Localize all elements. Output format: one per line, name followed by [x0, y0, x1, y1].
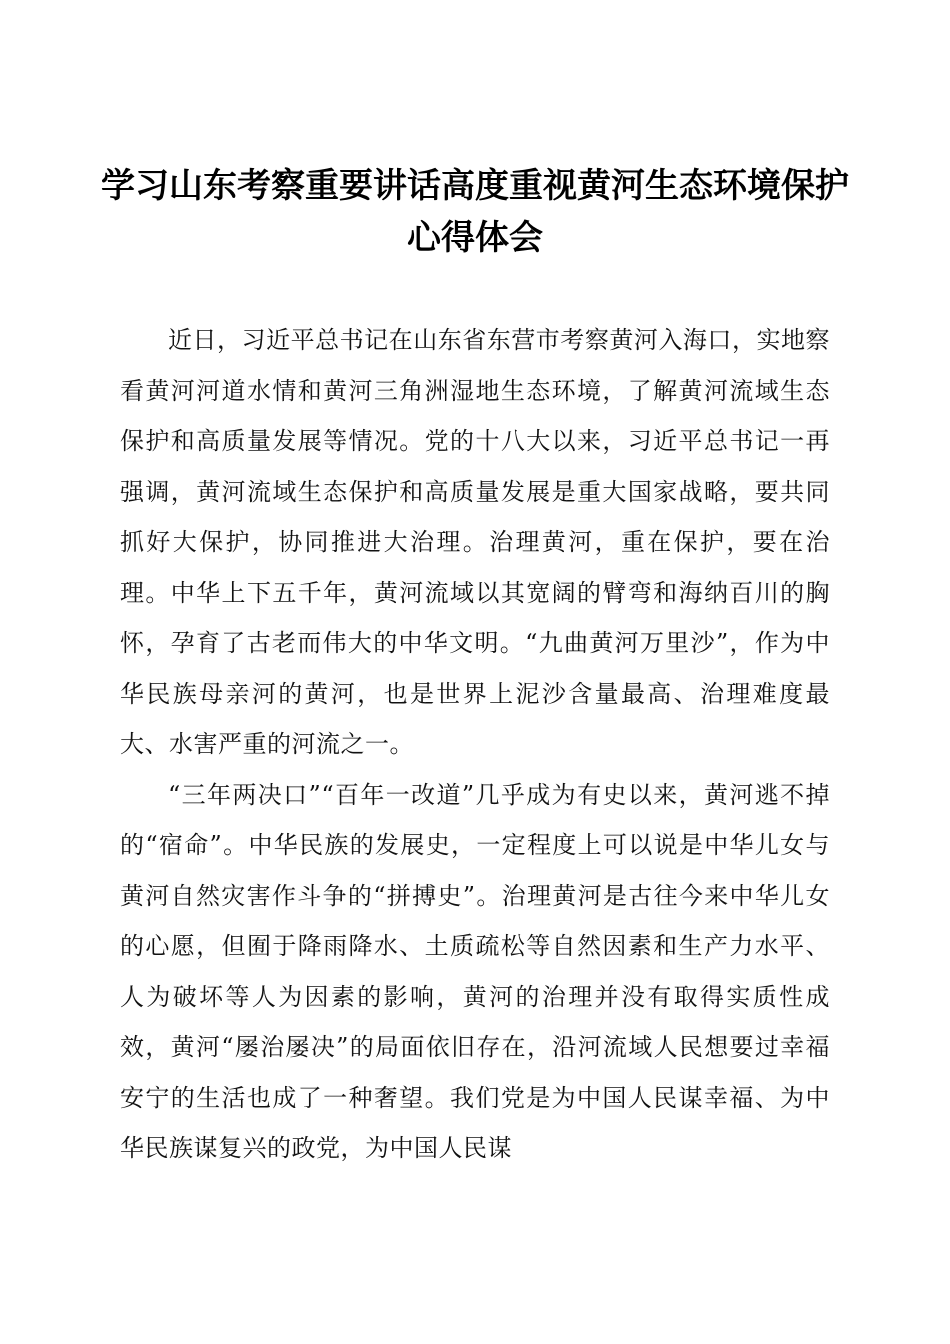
paragraph: 近日，习近平总书记在山东省东营市考察黄河入海口，实地察看黄河河道水情和黄河三角洲湿地生态环境，了解黄河流域生态保护和高质量发展等情况。党的十八大以来，习近平总书记一再强调，黄河流域生态保护和高质量发展是重大国家战略，要共同抓好大保护，协同推进大治理。治理黄河，重在保护，要在治理。中华上下五千年，黄河流域以其宽阔的臂弯和海纳百川的胸怀，孕育了古老而伟大的中华文明。“九曲黄河万里沙”，作为中华民族母亲河的黄河，也是世界上泥沙含量最高、治理难度最大、水害严重的河流之一。	[120, 326, 830, 758]
paragraph: “三年两决口”“百年一改道”几乎成为有史以来，黄河逃不掉的“宿命”。中华民族的发展史，一定程度上可以说是中华儿女与黄河自然灾害作斗争的“拼搏史”。治理黄河是古往今来中华儿女的心愿，但囿于降雨降水、土质疏松等自然因素和生产力水平、人为破坏等人为因素的影响，黄河的治理并没有取得实质性成效，黄河“屡治屡决”的局面依旧存在，沿河流域人民想要过幸福安宁的生活也成了一种奢望。我们党是为中国人民谋幸福、为中华民族谋复兴的政党，为中国人民谋	[120, 780, 830, 1162]
document-title: 学习山东考察重要讲话高度重视黄河生态环境保护心得体会	[101, 166, 849, 258]
document-body	[120, 315, 830, 1174]
